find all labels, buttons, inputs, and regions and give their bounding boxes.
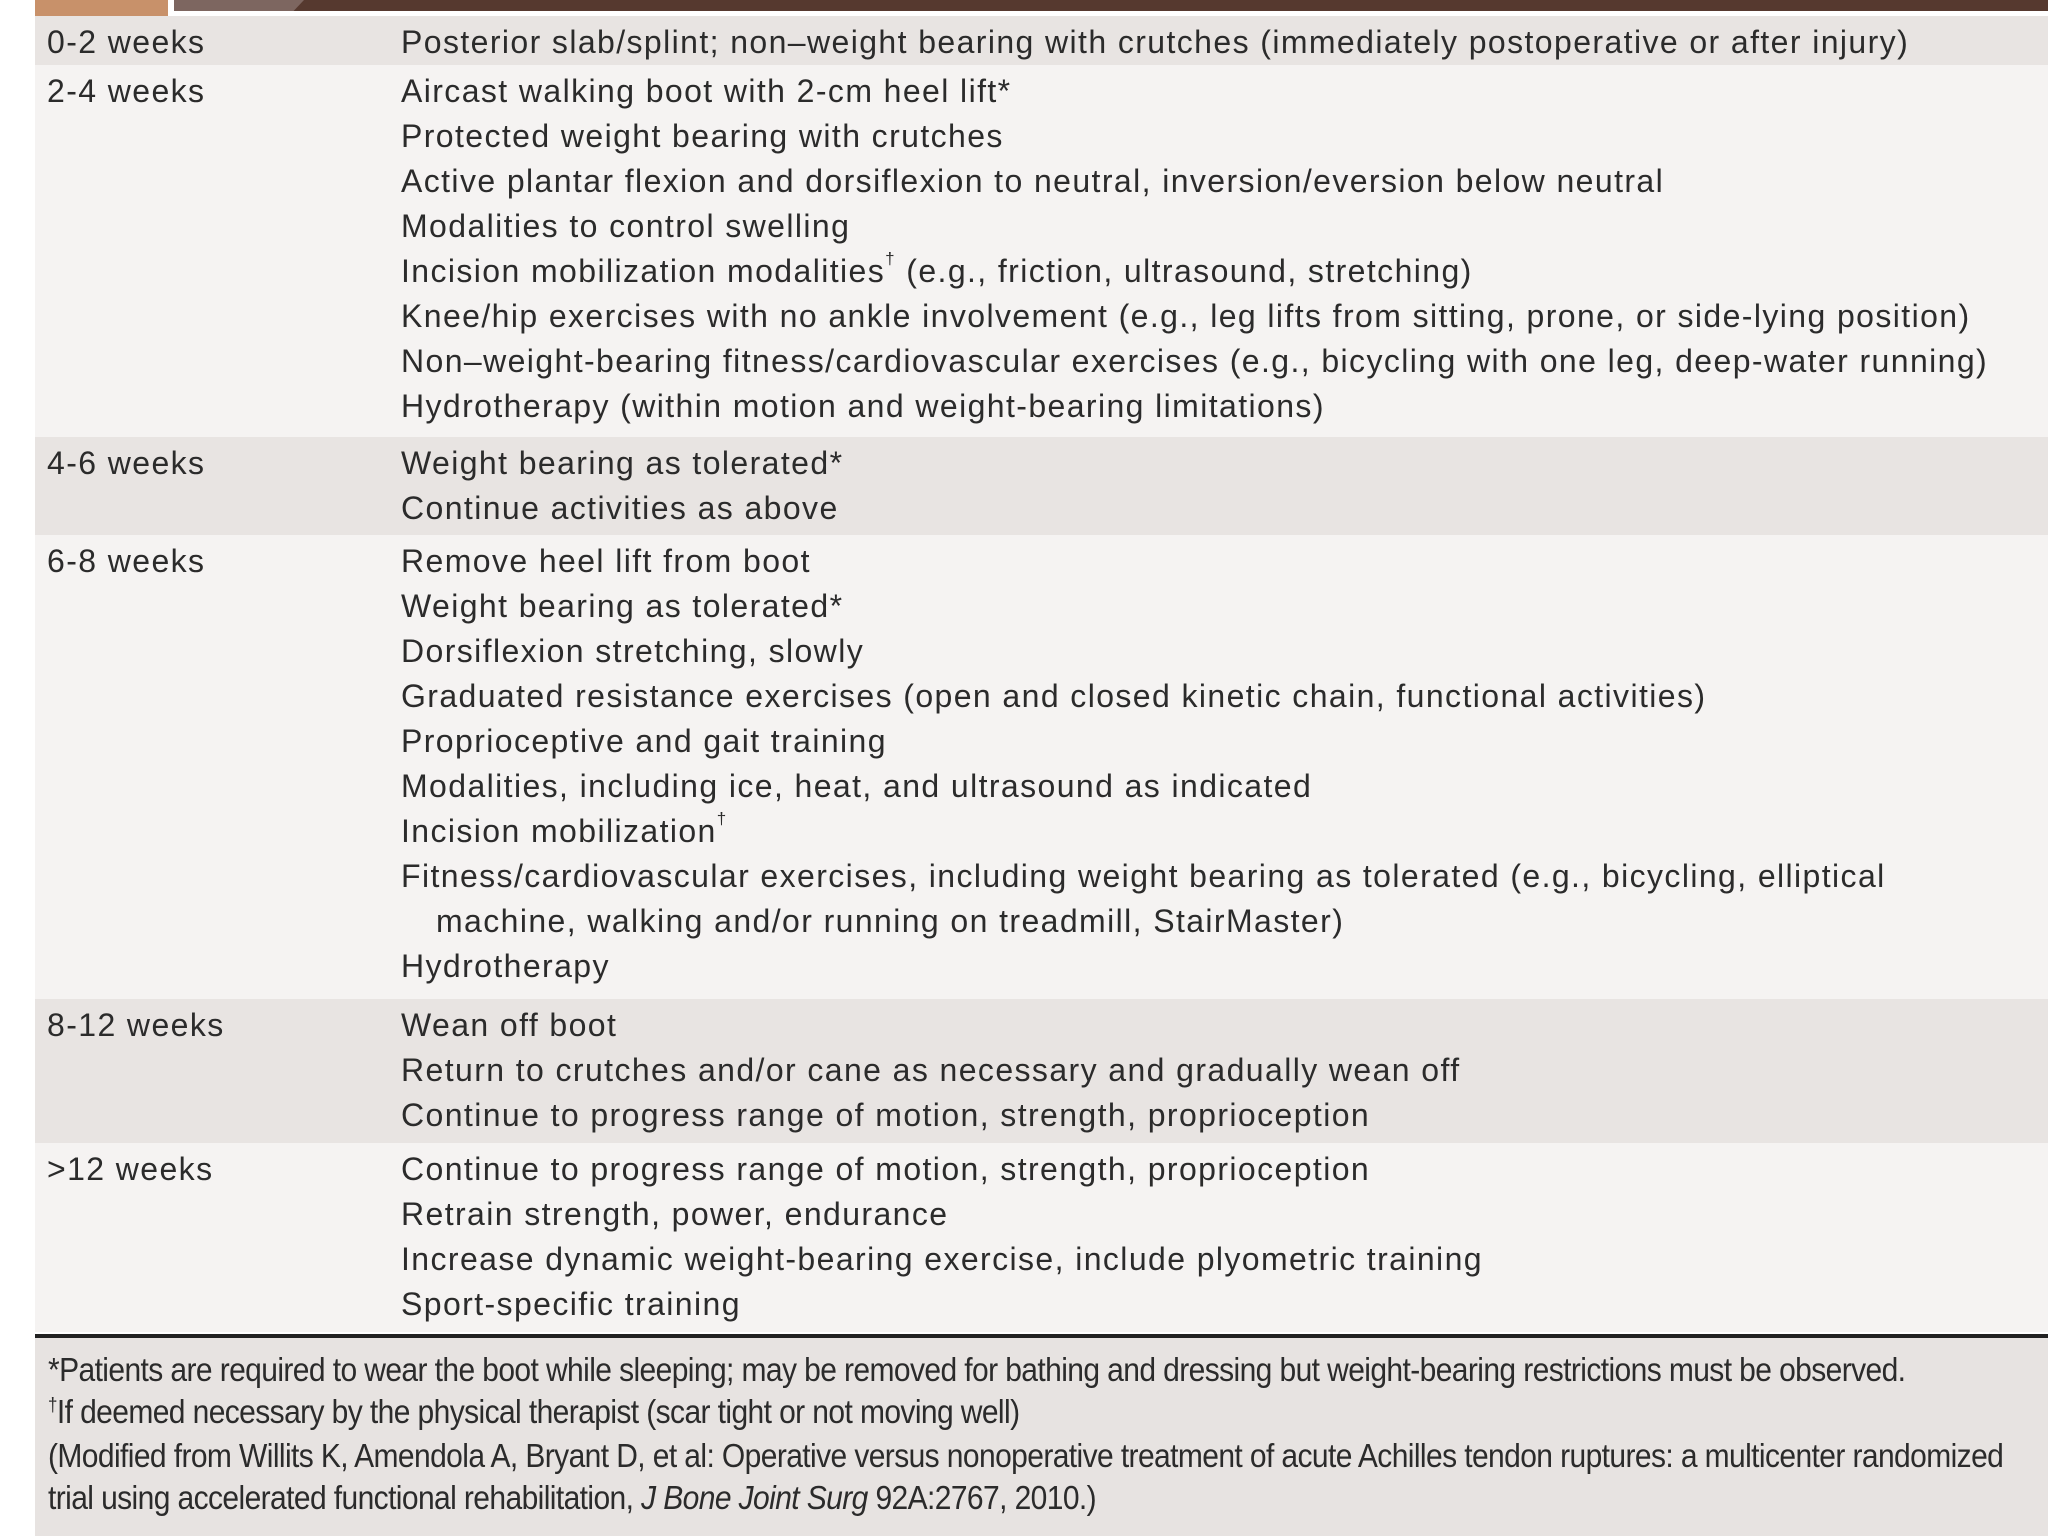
table-row (35, 999, 2048, 1143)
source-citation-line1: (Modified from Willits K, Amendola A, Bryant D, et al: Operative versus nonoperative treatment of acute Achilles tendon ruptures: a multicenter randomized (48, 1438, 2004, 1475)
footnotes (35, 1338, 2048, 1536)
activity-list (401, 1147, 2048, 1327)
activity-item (401, 69, 2048, 114)
footnote-asterisk: *Patients are required to wear the boot while sleeping; may be removed for bathing and dressing but weight-bearing restrictions must be observed. (48, 1352, 1906, 1389)
activity-text: Modalities, including ice, heat, and ultrasound as indicated (401, 768, 1313, 804)
table-row (35, 437, 2048, 535)
activity-item (401, 441, 2048, 486)
source-citation-line2 (48, 1480, 1096, 1518)
footnote-dagger-text: If deemed necessary by the physical therapist (scar tight or not moving well) (56, 1394, 1020, 1431)
stage-label: >12 weeks (47, 1151, 214, 1187)
activity-text: Knee/hip exercises with no ankle involvement (e.g., leg lifts from sitting, prone, or side-lying position) (401, 298, 1971, 334)
activity-list (401, 69, 2048, 429)
activity-item (401, 854, 2048, 944)
header-bar (174, 0, 2048, 11)
activity-item (401, 719, 2048, 764)
table-row (35, 1143, 2048, 1332)
activity-text: Incision mobilization (401, 813, 717, 849)
activity-text: Increase dynamic weight-bearing exercise, include plyometric training (401, 1241, 1483, 1277)
stage-label: 8-12 weeks (47, 1007, 225, 1043)
header-bar-slant (174, 0, 304, 11)
activity-text: Sport-specific training (401, 1286, 741, 1322)
table-row (35, 65, 2048, 437)
activity-text: Incision mobilization modalities (401, 253, 886, 289)
activity-text: Proprioceptive and gait training (401, 723, 887, 759)
activity-item (401, 114, 2048, 159)
activity-item (401, 1003, 2048, 1048)
activity-item (401, 486, 2048, 531)
table-row (35, 535, 2048, 999)
activity-item (401, 294, 2048, 339)
activity-text-continued: (e.g., friction, ultrasound, stretching) (895, 253, 1473, 289)
activity-list (401, 441, 2048, 531)
activity-text: Dorsiflexion stretching, slowly (401, 633, 865, 669)
citation-text: trial using accelerated functional rehabilitation, (48, 1480, 642, 1517)
activity-text: Hydrotherapy (401, 948, 610, 984)
activity-item (401, 674, 2048, 719)
activity-text: Continue to progress range of motion, strength, proprioception (401, 1097, 1371, 1133)
activity-text-wrapped: machine, walking and/or running on treadmill, StairMaster) (436, 903, 1345, 939)
activity-text: Continue activities as above (401, 490, 839, 526)
activity-list (401, 1003, 2048, 1138)
activity-text: Wean off boot (401, 1007, 618, 1043)
activity-item (401, 20, 2048, 65)
dagger-mark: † (885, 249, 896, 268)
stage-label: 2-4 weeks (47, 73, 206, 109)
table-row (35, 16, 2048, 65)
activity-list (401, 539, 2048, 989)
rehab-protocol-table (35, 16, 2048, 1332)
activity-item (401, 539, 2048, 584)
activity-item (401, 629, 2048, 674)
activity-text: Return to crutches and/or cane as necessary and gradually wean off (401, 1052, 1461, 1088)
activity-item (401, 944, 2048, 989)
activity-item (401, 584, 2048, 629)
stage-label: 6-8 weeks (47, 543, 206, 579)
activity-item (401, 1093, 2048, 1138)
activity-text: Graduated resistance exercises (open and closed kinetic chain, functional activities) (401, 678, 1707, 714)
activity-item (401, 204, 2048, 249)
activity-text: Retrain strength, power, endurance (401, 1196, 949, 1232)
activity-text: Continue to progress range of motion, strength, proprioception (401, 1151, 1371, 1187)
activity-text: Protected weight bearing with crutches (401, 118, 1004, 154)
activity-text: Weight bearing as tolerated* (401, 445, 844, 481)
activity-text: Weight bearing as tolerated* (401, 588, 844, 624)
activity-item (401, 764, 2048, 809)
activity-item (401, 809, 2048, 854)
stage-label: 4-6 weeks (47, 445, 206, 481)
header-accent-tab (35, 0, 168, 16)
activity-item (401, 249, 2048, 294)
activity-item (401, 159, 2048, 204)
activity-text: Posterior slab/splint; non–weight bearing with crutches (immediately postoperative or after injury) (401, 24, 1910, 60)
activity-item (401, 1192, 2048, 1237)
activity-text: Modalities to control swelling (401, 208, 851, 244)
activity-list (401, 20, 2048, 65)
activity-item (401, 339, 2048, 384)
activity-item (401, 1237, 2048, 1282)
activity-item (401, 1282, 2048, 1327)
activity-text: Non–weight-bearing fitness/cardiovascular exercises (e.g., bicycling with one leg, deep-water running) (401, 343, 1989, 379)
activity-text: Remove heel lift from boot (401, 543, 811, 579)
footnote-dagger (48, 1394, 1019, 1432)
activity-text: Hydrotherapy (within motion and weight-bearing limitations) (401, 388, 1325, 424)
citation-volume: 92A:2767, 2010.) (867, 1480, 1097, 1517)
activity-text: Aircast walking boot with 2-cm heel lift* (401, 73, 1012, 109)
activity-text: Fitness/cardiovascular exercises, including weight bearing as tolerated (e.g., bicycling, elliptical (401, 858, 1886, 894)
dagger-mark: † (716, 809, 728, 828)
activity-text: Active plantar flexion and dorsiflexion to neutral, inversion/eversion below neutral (401, 163, 1665, 199)
stage-label: 0-2 weeks (47, 24, 206, 60)
citation-journal: J Bone Joint Surg (641, 1480, 868, 1517)
activity-item (401, 1048, 2048, 1093)
activity-item (401, 1147, 2048, 1192)
activity-item (401, 384, 2048, 429)
dagger-mark: † (48, 1394, 57, 1416)
